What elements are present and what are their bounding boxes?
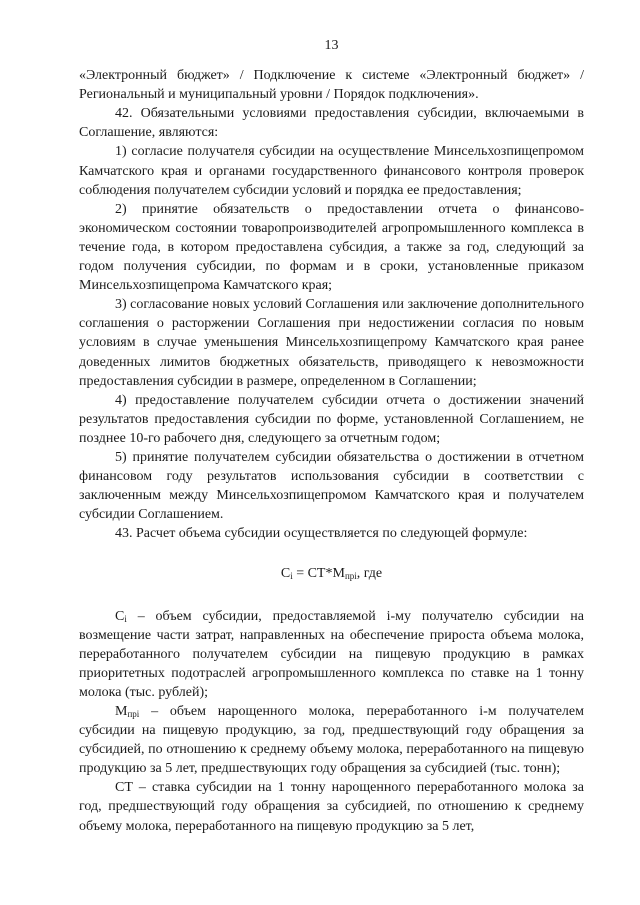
definition-symbol: СТ xyxy=(115,780,133,796)
definition-st xyxy=(79,778,584,835)
subsidy-formula xyxy=(79,564,584,583)
definition-text: – объем субсидии, предоставляемой i-му получателю субсидии на возмещение части затрат, направленных на обеспечение прироста объема молока, переработанного получателем субсидии на пищевую продукцию в рамках приоритетных подотраслей агропромышленного комплекса по ставке на 1 тонну молока (тыс. рублей); xyxy=(79,608,584,700)
definition-text: – объем нарощенного молока, переработанного i-м получателем субсидии на пищевую продукцию, за год, предшествующий году обращения за субсидией, по отношению к среднему объему молока, переработанного на пищевую продукцию за 5 лет, предшествующих году обращения за субсидией (тыс. тонн); xyxy=(79,704,584,777)
definition-symbol: C xyxy=(115,608,125,624)
clause-42-item-3: 3) согласование новых условий Соглашения или заключение дополнительного соглашения о расторжении Соглашения при недостижении согласия по новым условиям в случае уменьшения Минсельхозпищепрому Камчатского края ранее доведенных лимитов бюджетных обязательств, приводящего к невозможности предоставления субсидии в размере, определенном в Соглашении; xyxy=(79,297,584,389)
intro-continuation: «Электронный бюджет» / Подключение к системе «Электронный бюджет» / Региональный и муниципальный уровни / Порядок подключения». xyxy=(79,68,584,103)
page-number: 13 xyxy=(324,38,339,53)
definition-symbol: М xyxy=(115,704,128,719)
definition-ci xyxy=(79,607,584,702)
formula-lhs-subscript: i xyxy=(290,571,293,582)
formula-rhs-subscript: прi xyxy=(344,571,357,582)
definition-mpri xyxy=(79,702,584,778)
clause-42-item-4: 4) предоставление получателем субсидии отчета о достижении значений результатов предоставления субсидии по форме, установленной Соглашением, не позднее 10-го рабочего дня, следующего за отчетным годом; xyxy=(79,392,584,446)
clause-42-item-1: 1) согласие получателя субсидии на осуществление Минсельхозпищепромом Камчатского края и органами государственного финансового контроля проверок соблюдения получателем субсидии условий и порядка ее предоставления; xyxy=(79,144,584,198)
definition-subscript: i xyxy=(124,613,127,624)
formula-tail: , где xyxy=(356,566,383,582)
clause-42-item-5: 5) принятие получателем субсидии обязательства о достижении в отчетном финансовом году результатов использования субсидии в соответствии с заключенным между Минсельхозпищепромом Камчатского края и получателем субсидии Соглашением. xyxy=(79,449,584,523)
definition-text: – ставка субсидии на 1 тонну нарощенного переработанного молока за год, предшествующий году обращения за субсидией, по отношению к среднему объему молока, переработанного на пищевую продукцию за 5 лет, xyxy=(79,780,584,834)
formula-equals: = СТ*М xyxy=(292,566,345,582)
formula-lhs: C xyxy=(280,566,291,582)
clause-42-item-2: 2) принятие обязательств о предоставлении отчета о финансово-экономическом состоянии товаропроизводителей агропромышленного комплекса в течение года, в котором предоставлена субсидия, а также за год, следующий за годом получения субсидии, по формам и в сроки, установленные приказом Минсельхозпищепрома Камчатского края; xyxy=(79,201,584,294)
clause-42-heading: 42. Обязательными условиями предоставления субсидии, включаемыми в Соглашение, являются: xyxy=(79,106,584,141)
clause-43-heading: 43. Расчет объема субсидии осуществляется по следующей формуле: xyxy=(115,526,528,542)
definition-subscript: прi xyxy=(127,709,140,719)
